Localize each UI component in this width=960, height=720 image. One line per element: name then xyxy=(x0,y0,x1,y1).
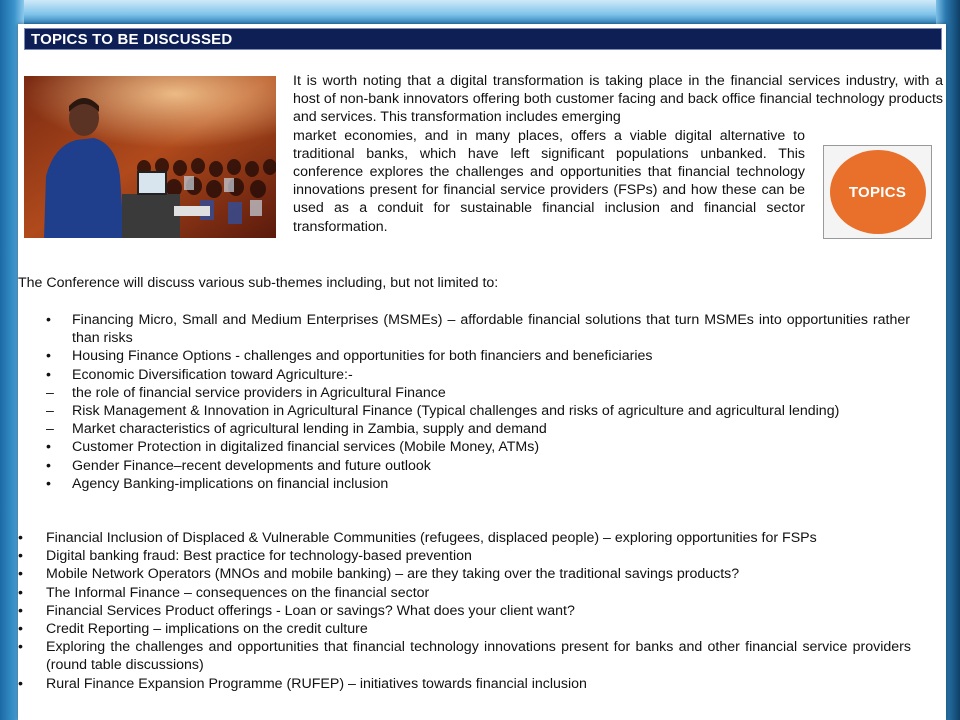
list-item xyxy=(18,602,911,620)
bullet-marker: • xyxy=(46,475,51,492)
list-item-text: Mobile Network Operators (MNOs and mobile banking) – are they taking over the traditional savings products? xyxy=(46,566,740,583)
dash-marker: – xyxy=(46,421,54,438)
list-item xyxy=(18,565,911,583)
dash-marker: – xyxy=(46,403,54,420)
list-item xyxy=(42,402,910,420)
list-item-text: the role of financial service providers in Agricultural Finance xyxy=(72,384,446,401)
list-item xyxy=(42,420,910,438)
bullet-marker: • xyxy=(18,566,23,583)
list-item xyxy=(42,475,910,493)
bullet-marker: • xyxy=(46,366,51,383)
list-item xyxy=(42,311,910,347)
subthemes-lead: The Conference will discuss various sub-themes including, but not limited to: xyxy=(18,275,499,291)
list-item-text: Financial Inclusion of Displaced & Vulnerable Communities (refugees, displaced people) – exploring opportunities for FSPs xyxy=(46,530,817,546)
intro-paragraph-2: market economies, and in many places, offers a viable digital alternative to traditional banks, which have left significant populations unbanked. This conference explores the challenges and opportunities that financial technology innovations present for financial service providers (FSPs) and how these can be used as a conduit for sustainable financial inclusion and financial sector transformation. xyxy=(293,127,805,235)
list-item-text: Gender Finance–recent developments and future outlook xyxy=(72,457,431,474)
list-item xyxy=(42,384,910,402)
bullet-marker: • xyxy=(18,530,23,546)
list-item xyxy=(18,584,911,602)
list-item-text: Customer Protection in digitalized financial services (Mobile Money, ATMs) xyxy=(72,439,540,456)
list-item xyxy=(42,347,910,365)
list-item-text: The Informal Finance – consequences on the financial sector xyxy=(46,584,430,601)
list-item-text: Digital banking fraud: Best practice for technology-based prevention xyxy=(46,548,472,565)
subthemes-list xyxy=(42,311,910,493)
list-item-text: Risk Management & Innovation in Agricultural Finance (Typical challenges and risks of agriculture and agricultural lending) xyxy=(72,403,840,420)
content-panel xyxy=(18,24,946,720)
topics-badge-label: TOPICS xyxy=(830,150,926,234)
bullet-marker: • xyxy=(18,621,23,638)
list-item xyxy=(18,638,911,674)
bullet-marker: • xyxy=(18,584,23,601)
list-item-text: Agency Banking-implications on financial inclusion xyxy=(72,475,389,492)
bullet-marker: • xyxy=(18,639,23,656)
bullet-marker: • xyxy=(18,675,23,692)
list-item xyxy=(42,438,910,456)
list-item-text: Financial Services Product offerings - Loan or savings? What does your client want? xyxy=(46,602,575,619)
page-title: TOPICS TO BE DISCUSSED xyxy=(24,28,942,50)
bullet-marker: • xyxy=(46,457,51,474)
conference-photo xyxy=(24,76,276,238)
dash-marker: – xyxy=(46,384,54,401)
list-item xyxy=(18,547,911,565)
list-item-text: Financing Micro, Small and Medium Enterprises (MSMEs) – affordable financial solutions that turn MSMEs into opportunities rather than risks xyxy=(72,312,910,347)
list-item-text: Economic Diversification toward Agriculture:- xyxy=(72,366,353,383)
list-item xyxy=(42,457,910,475)
list-item xyxy=(18,529,911,547)
topics-badge xyxy=(823,145,932,239)
list-item-text: Credit Reporting – implications on the credit culture xyxy=(46,621,368,638)
list-item xyxy=(18,620,911,638)
bullet-marker: • xyxy=(46,348,51,365)
bullet-marker: • xyxy=(46,312,51,328)
bullet-marker: • xyxy=(46,439,51,456)
intro-paragraph-1: It is worth noting that a digital transformation is taking place in the financial services industry, with a host of non-bank innovators offering both customer facing and back office financial technology products and services. This transformation includes emerging xyxy=(293,73,943,126)
slide-background-top xyxy=(0,0,960,24)
more-topics-list xyxy=(18,529,911,693)
bullet-marker: • xyxy=(18,548,23,565)
list-item xyxy=(42,366,910,384)
list-item-text: Market characteristics of agricultural lending in Zambia, supply and demand xyxy=(72,421,547,438)
list-item xyxy=(18,675,911,693)
list-item-text: Exploring the challenges and opportunities that financial technology innovations present for banks and other financial service providers (round table discussions) xyxy=(46,639,911,674)
bullet-marker: • xyxy=(18,602,23,619)
list-item-text: Housing Finance Options - challenges and opportunities for both financiers and beneficiaries xyxy=(72,348,653,365)
list-item-text: Rural Finance Expansion Programme (RUFEP) – initiatives towards financial inclusion xyxy=(46,675,587,692)
